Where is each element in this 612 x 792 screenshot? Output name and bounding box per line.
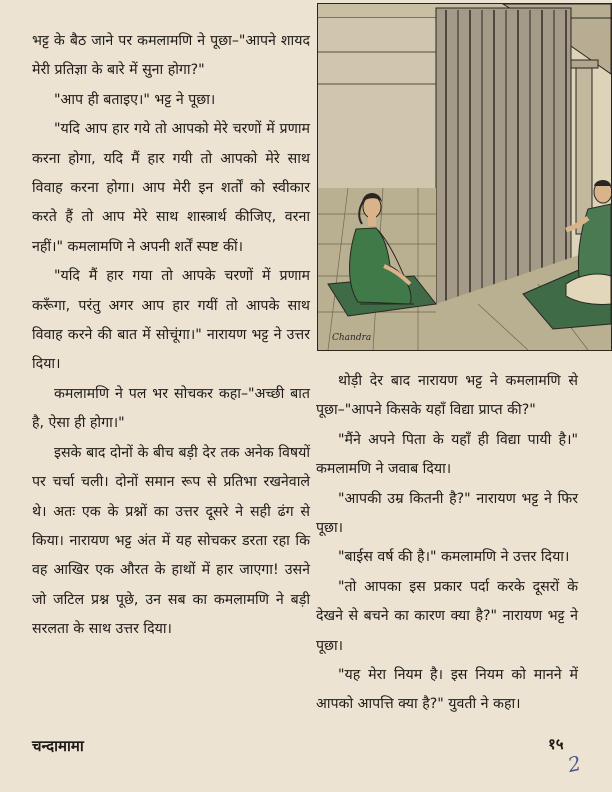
paragraph-5: कमलामणि ने पल भर सोचकर कहा–"अच्छी बात है, ऐसा ही होगा।" xyxy=(32,385,310,432)
page-number: १५ xyxy=(548,735,564,753)
curtain xyxy=(436,8,571,308)
paragraph-8: "मैंने अपने पिता के यहाँ ही विद्या पायी है।" कमलामणि ने जवाब दिया। xyxy=(316,431,578,478)
paragraph-7: थोड़ी देर बाद नारायण भट्ट ने कमलामणि से पूछा–"आपने किसके यहाँ विद्या प्राप्त की?" xyxy=(316,373,578,419)
paragraph-3: "यदि आप हार गये तो आपको मेरे चरणों में प्रणाम करना होगा, यदि मैं हार गयी तो आपको मेरे साथ विवाह करना होगा। आप मेरी इन शर्तों को स्वीकार करते हैं तो आप मेरे साथ शास्त्रार्थ कीजिए, वरना नहीं।" कमलामणि ने अपनी शर्तें स्पष्ट कीं। xyxy=(32,121,310,255)
story-illustration xyxy=(317,3,612,351)
artist-signature: Chandra xyxy=(332,333,372,343)
paragraph-4: "यदि मैं हार गया तो आपके चरणों में प्रणाम करूँगा, परंतु अगर आप हार गयीं तो आपके साथ विवाह करने की बात में सोचूंगा।" नारायण भट्ट ने उत्तर दिया। xyxy=(32,268,310,373)
paragraph-10: "बाईस वर्ष की है।" कमलामणि ने उत्तर दिया। xyxy=(338,549,570,566)
handwritten-mark: 2 xyxy=(565,750,584,778)
illustration-svg xyxy=(318,4,611,350)
back-wall xyxy=(318,18,438,188)
magazine-title: चन्दामामा xyxy=(32,737,84,755)
paragraph-2: "आप ही बताइए।" भट्ट ने पूछा। xyxy=(54,91,216,108)
left-text-column xyxy=(32,27,310,645)
paragraph-1: भट्ट के बैठ जाने पर कमलामणि ने पूछा–"आपने शायद मेरी प्रतिज्ञा के बारे में सुना होगा?" xyxy=(32,33,310,79)
paragraph-11: "तो आपका इस प्रकार पर्दा करके दूसरों के देखने से बचने का कारण क्या है?" नारायण भट्ट ने पूछा। xyxy=(316,578,578,654)
paragraph-9: "आपकी उम्र कितनी है?" नारायण भट्ट ने फिर पूछा। xyxy=(316,490,578,537)
right-text-column xyxy=(316,367,578,720)
paragraph-12: "यह मेरा नियम है। इस नियम को मानने में आपको आपत्ति क्या है?" युवती ने कहा। xyxy=(316,667,578,713)
paragraph-6: इसके बाद दोनों के बीच बड़ी देर तक अनेक विषयों पर चर्चा चली। दोनों समान रूप से प्रतिभा रखनेवाले थे। अतः एक के प्रश्नों का उत्तर दूसरे ने सही ढंग से किया। नारायण भट्ट अंत में यह सोचकर डरता रहा कि वह आखिर एक औरत के हाथों में हार जाएगा! उसने जो जटिल प्रश्न पूछे, उन सब का कमलामणि ने बड़ी सरलता के साथ उत्तर दिया। xyxy=(32,444,310,638)
